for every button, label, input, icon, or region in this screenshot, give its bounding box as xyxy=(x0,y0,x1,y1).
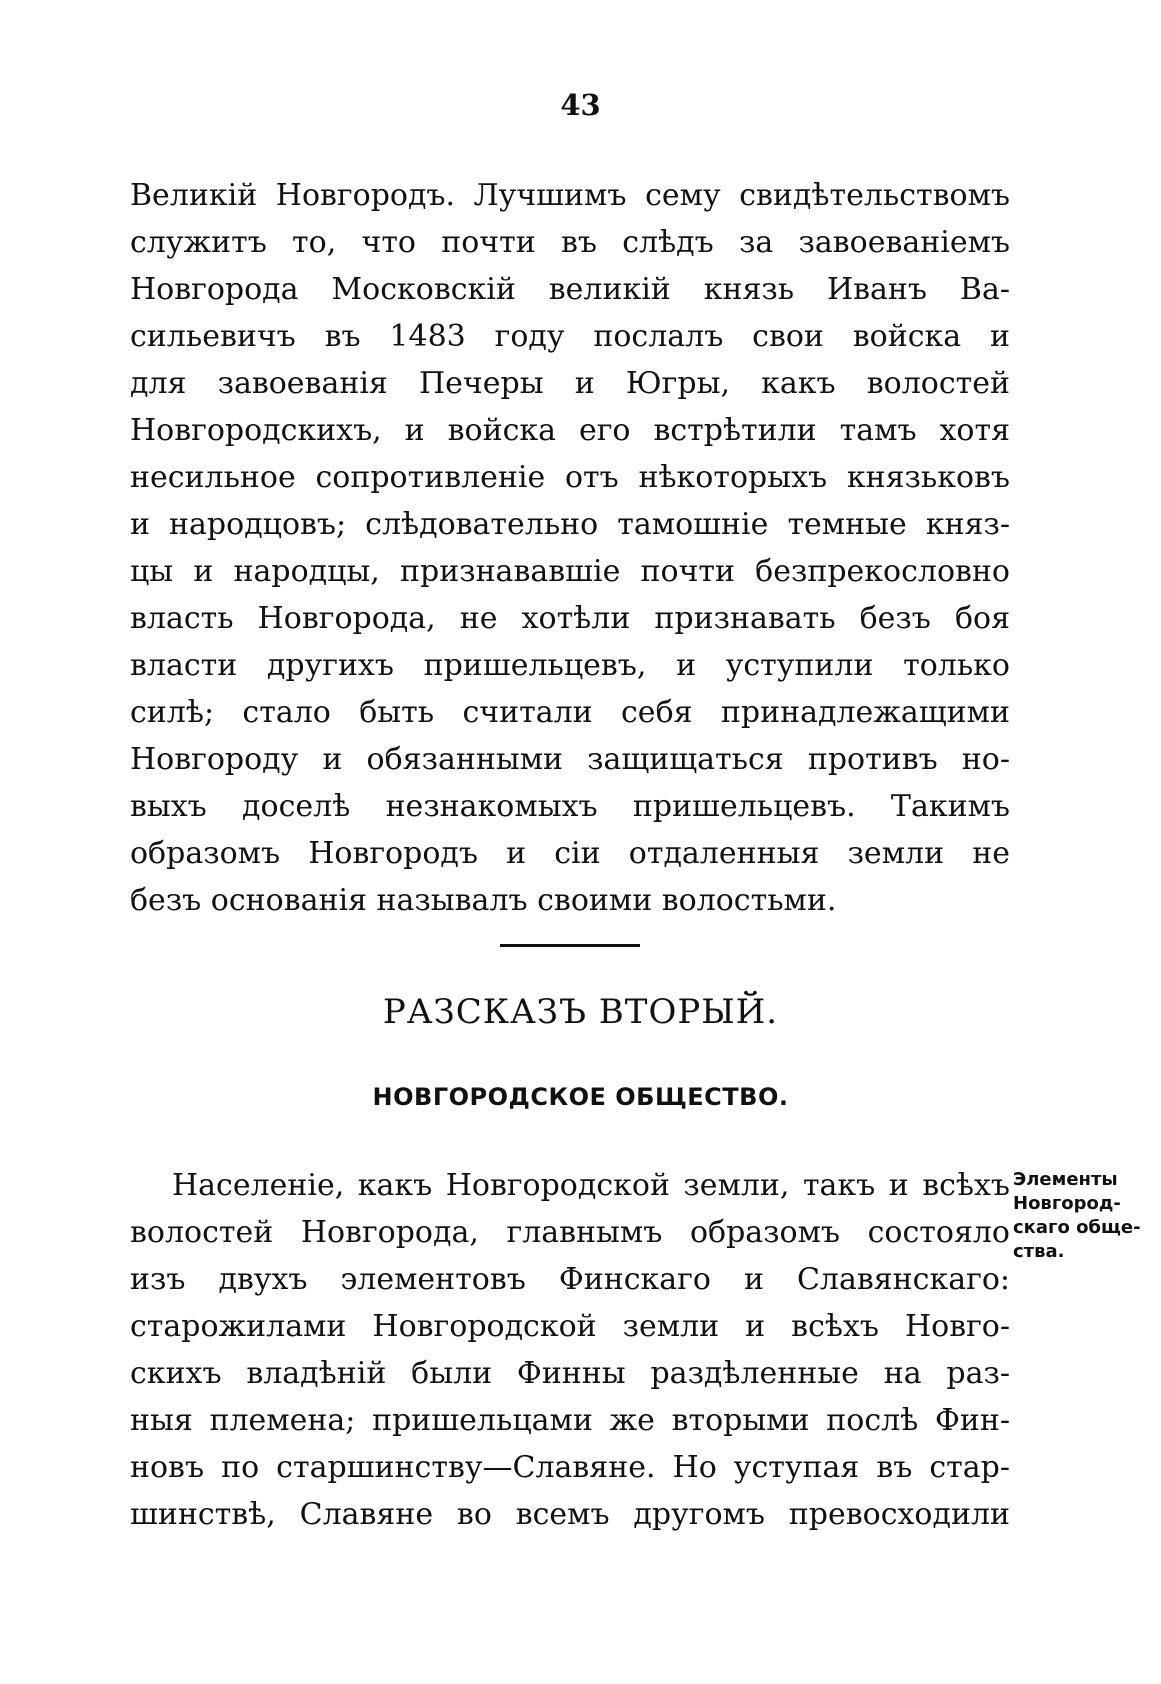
text-line: власть Новгорода, не хотѣли признавать безъ боя xyxy=(130,601,1010,636)
text-line: изъ двухъ элементовъ Финскаго и Славянскаго: xyxy=(130,1262,1010,1297)
text-line: несильное сопротивленіе отъ нѣкоторыхъ князьковъ xyxy=(130,460,1010,495)
text-line: и народцовъ; слѣдовательно тамошніе темные княз- xyxy=(130,507,1010,542)
text-line: старожилами Новгородской земли и всѣхъ Новго- xyxy=(130,1309,1010,1344)
text-line: ныя племена; пришельцами же вторыми послѣ Фин- xyxy=(130,1403,1010,1438)
margin-note-line: Элементы xyxy=(1013,1169,1118,1190)
text-line: власти другихъ пришельцевъ, и уступили только xyxy=(130,648,1010,683)
margin-note-line: скаго обще- xyxy=(1013,1217,1141,1238)
text-line: образомъ Новгородъ и сіи отдаленныя земли не xyxy=(130,836,1010,871)
section-title: РАЗСКАЗЪ ВТОРЫЙ. xyxy=(382,992,779,1032)
text-line: новъ по старшинству—Славяне. Но уступая въ стар- xyxy=(130,1450,1010,1485)
text-line: служитъ то, что почти въ слѣдъ за завоеваніемъ xyxy=(130,225,1010,260)
text-line: цы и народцы, признававшіе почти безпрекословно xyxy=(130,554,1010,589)
text-line: безъ основанія называлъ своими волостьми. xyxy=(130,883,837,918)
text-line: Великій Новгородъ. Лучшимъ сему свидѣтельствомъ xyxy=(130,178,1010,213)
paragraph-1 xyxy=(130,172,1010,924)
text-line: выхъ доселѣ незнакомыхъ пришельцевъ. Такимъ xyxy=(130,789,1010,824)
text-line: сильевичъ въ 1483 году послалъ свои войска и xyxy=(130,319,1010,354)
paragraph-2 xyxy=(130,1162,1010,1538)
text-line: Новгорода Московскій великій князь Иванъ Ва- xyxy=(130,272,1010,307)
section-subtitle: НОВГОРОДСКОЕ ОБЩЕСТВО. xyxy=(372,1083,789,1111)
page-number: 43 xyxy=(560,88,601,122)
section-divider xyxy=(500,944,640,947)
text-line: для завоеванія Печеры и Югры, какъ волостей xyxy=(130,366,1010,401)
margin-note-line: ства. xyxy=(1013,1241,1065,1262)
margin-note xyxy=(1013,1168,1153,1264)
text-line: Новгороду и обязанными защищаться противъ но- xyxy=(130,742,1010,777)
text-line: волостей Новгорода, главнымъ образомъ состояло xyxy=(130,1215,1010,1250)
text-line: Населеніе, какъ Новгородской земли, такъ и всѣхъ xyxy=(172,1168,1010,1203)
margin-note-line: Новгород- xyxy=(1013,1193,1121,1214)
text-line: шинствѣ, Славяне во всемъ другомъ превосходили xyxy=(130,1497,1010,1532)
text-line: силѣ; стало быть считали себя принадлежащими xyxy=(130,695,1010,730)
text-line: скихъ владѣній были Финны раздѣленные на раз- xyxy=(130,1356,1010,1391)
text-line: Новгородскихъ, и войска его встрѣтили тамъ хотя xyxy=(130,413,1010,448)
